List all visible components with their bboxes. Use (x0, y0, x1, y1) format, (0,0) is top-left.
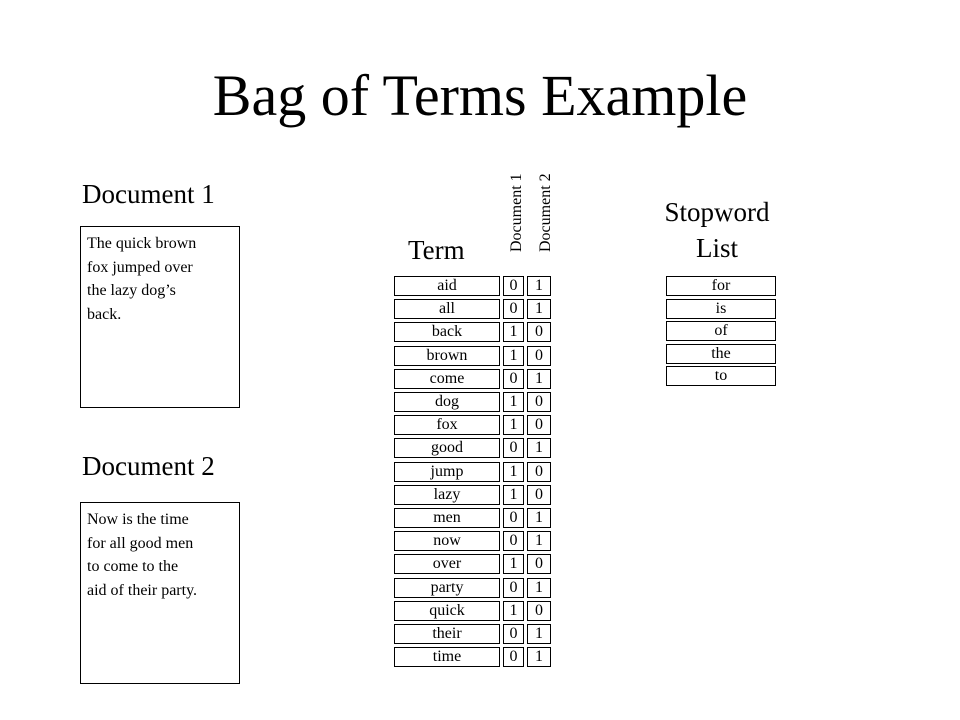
document-1-line: The quick brown (87, 235, 197, 252)
term-cell: all (394, 299, 500, 319)
doc2-value-cell: 0 (527, 322, 551, 342)
doc2-value-cell: 1 (527, 438, 551, 458)
doc1-value-cell: 1 (503, 485, 524, 505)
term-cell: time (394, 647, 500, 667)
doc1-value-cell: 1 (503, 462, 524, 482)
doc1-value-cell: 0 (503, 531, 524, 551)
doc1-value-cell: 0 (503, 276, 524, 296)
stopword-heading-line: List (695, 233, 738, 263)
stopword-cell: for (666, 276, 776, 296)
page-title: Bag of Terms Example (212, 63, 748, 128)
doc1-value-cell: 0 (503, 578, 524, 598)
column-header-document-1: Document 1 (508, 173, 525, 252)
doc2-value-cell: 1 (527, 508, 551, 528)
term-cell: aid (394, 276, 500, 296)
doc1-value-cell: 0 (503, 624, 524, 644)
stopword-heading-line: Stopword (664, 197, 770, 227)
doc2-value-cell: 0 (527, 415, 551, 435)
doc2-value-cell: 1 (527, 531, 551, 551)
term-cell: come (394, 369, 500, 389)
document-2-line: to come to the (87, 558, 179, 575)
term-cell: back (394, 322, 500, 342)
doc2-value-cell: 1 (527, 276, 551, 296)
doc2-value-cell: 0 (527, 601, 551, 621)
term-cell: party (394, 578, 500, 598)
doc1-value-cell: 0 (503, 647, 524, 667)
stopword-cell: is (666, 299, 776, 319)
doc2-value-cell: 1 (527, 299, 551, 319)
stopword-cell: the (666, 344, 776, 364)
doc1-value-cell: 1 (503, 601, 524, 621)
doc2-value-cell: 0 (527, 485, 551, 505)
term-cell: men (394, 508, 500, 528)
term-cell: their (394, 624, 500, 644)
document-2-heading: Document 2 (82, 451, 215, 481)
doc1-value-cell: 1 (503, 415, 524, 435)
term-cell: over (394, 554, 500, 574)
document-2-box (80, 502, 240, 684)
document-1-line: the lazy dog’s (87, 282, 176, 299)
document-2-line: aid of their party. (87, 581, 198, 599)
doc1-value-cell: 1 (503, 392, 524, 412)
doc2-value-cell: 0 (527, 462, 551, 482)
document-1-box (80, 226, 240, 408)
stopword-cell: of (666, 321, 776, 341)
column-header-document-2: Document 2 (537, 173, 554, 252)
doc1-value-cell: 0 (503, 508, 524, 528)
document-2-line: Now is the time (87, 511, 189, 528)
doc2-value-cell: 1 (527, 624, 551, 644)
doc1-value-cell: 0 (503, 299, 524, 319)
doc1-value-cell: 0 (503, 369, 524, 389)
doc1-value-cell: 0 (503, 438, 524, 458)
term-cell: brown (394, 346, 500, 366)
term-cell: dog (394, 392, 500, 412)
term-cell: quick (394, 601, 500, 621)
term-cell: now (394, 531, 500, 551)
term-cell: jump (394, 462, 500, 482)
term-heading: Term (408, 235, 465, 265)
stopword-heading (640, 194, 794, 266)
doc1-value-cell: 1 (503, 346, 524, 366)
document-2-line: for all good men (87, 534, 194, 552)
doc1-value-cell: 1 (503, 322, 524, 342)
term-cell: good (394, 438, 500, 458)
doc2-value-cell: 1 (527, 578, 551, 598)
doc2-value-cell: 1 (527, 369, 551, 389)
document-1-line: fox jumped over (87, 258, 193, 276)
document-1-heading: Document 1 (82, 179, 215, 209)
doc2-value-cell: 0 (527, 392, 551, 412)
doc2-value-cell: 1 (527, 647, 551, 667)
term-cell: fox (394, 415, 500, 435)
doc2-value-cell: 0 (527, 346, 551, 366)
stopword-cell: to (666, 366, 776, 386)
doc2-value-cell: 0 (527, 554, 551, 574)
term-cell: lazy (394, 485, 500, 505)
document-1-line: back. (87, 305, 122, 323)
doc1-value-cell: 1 (503, 554, 524, 574)
